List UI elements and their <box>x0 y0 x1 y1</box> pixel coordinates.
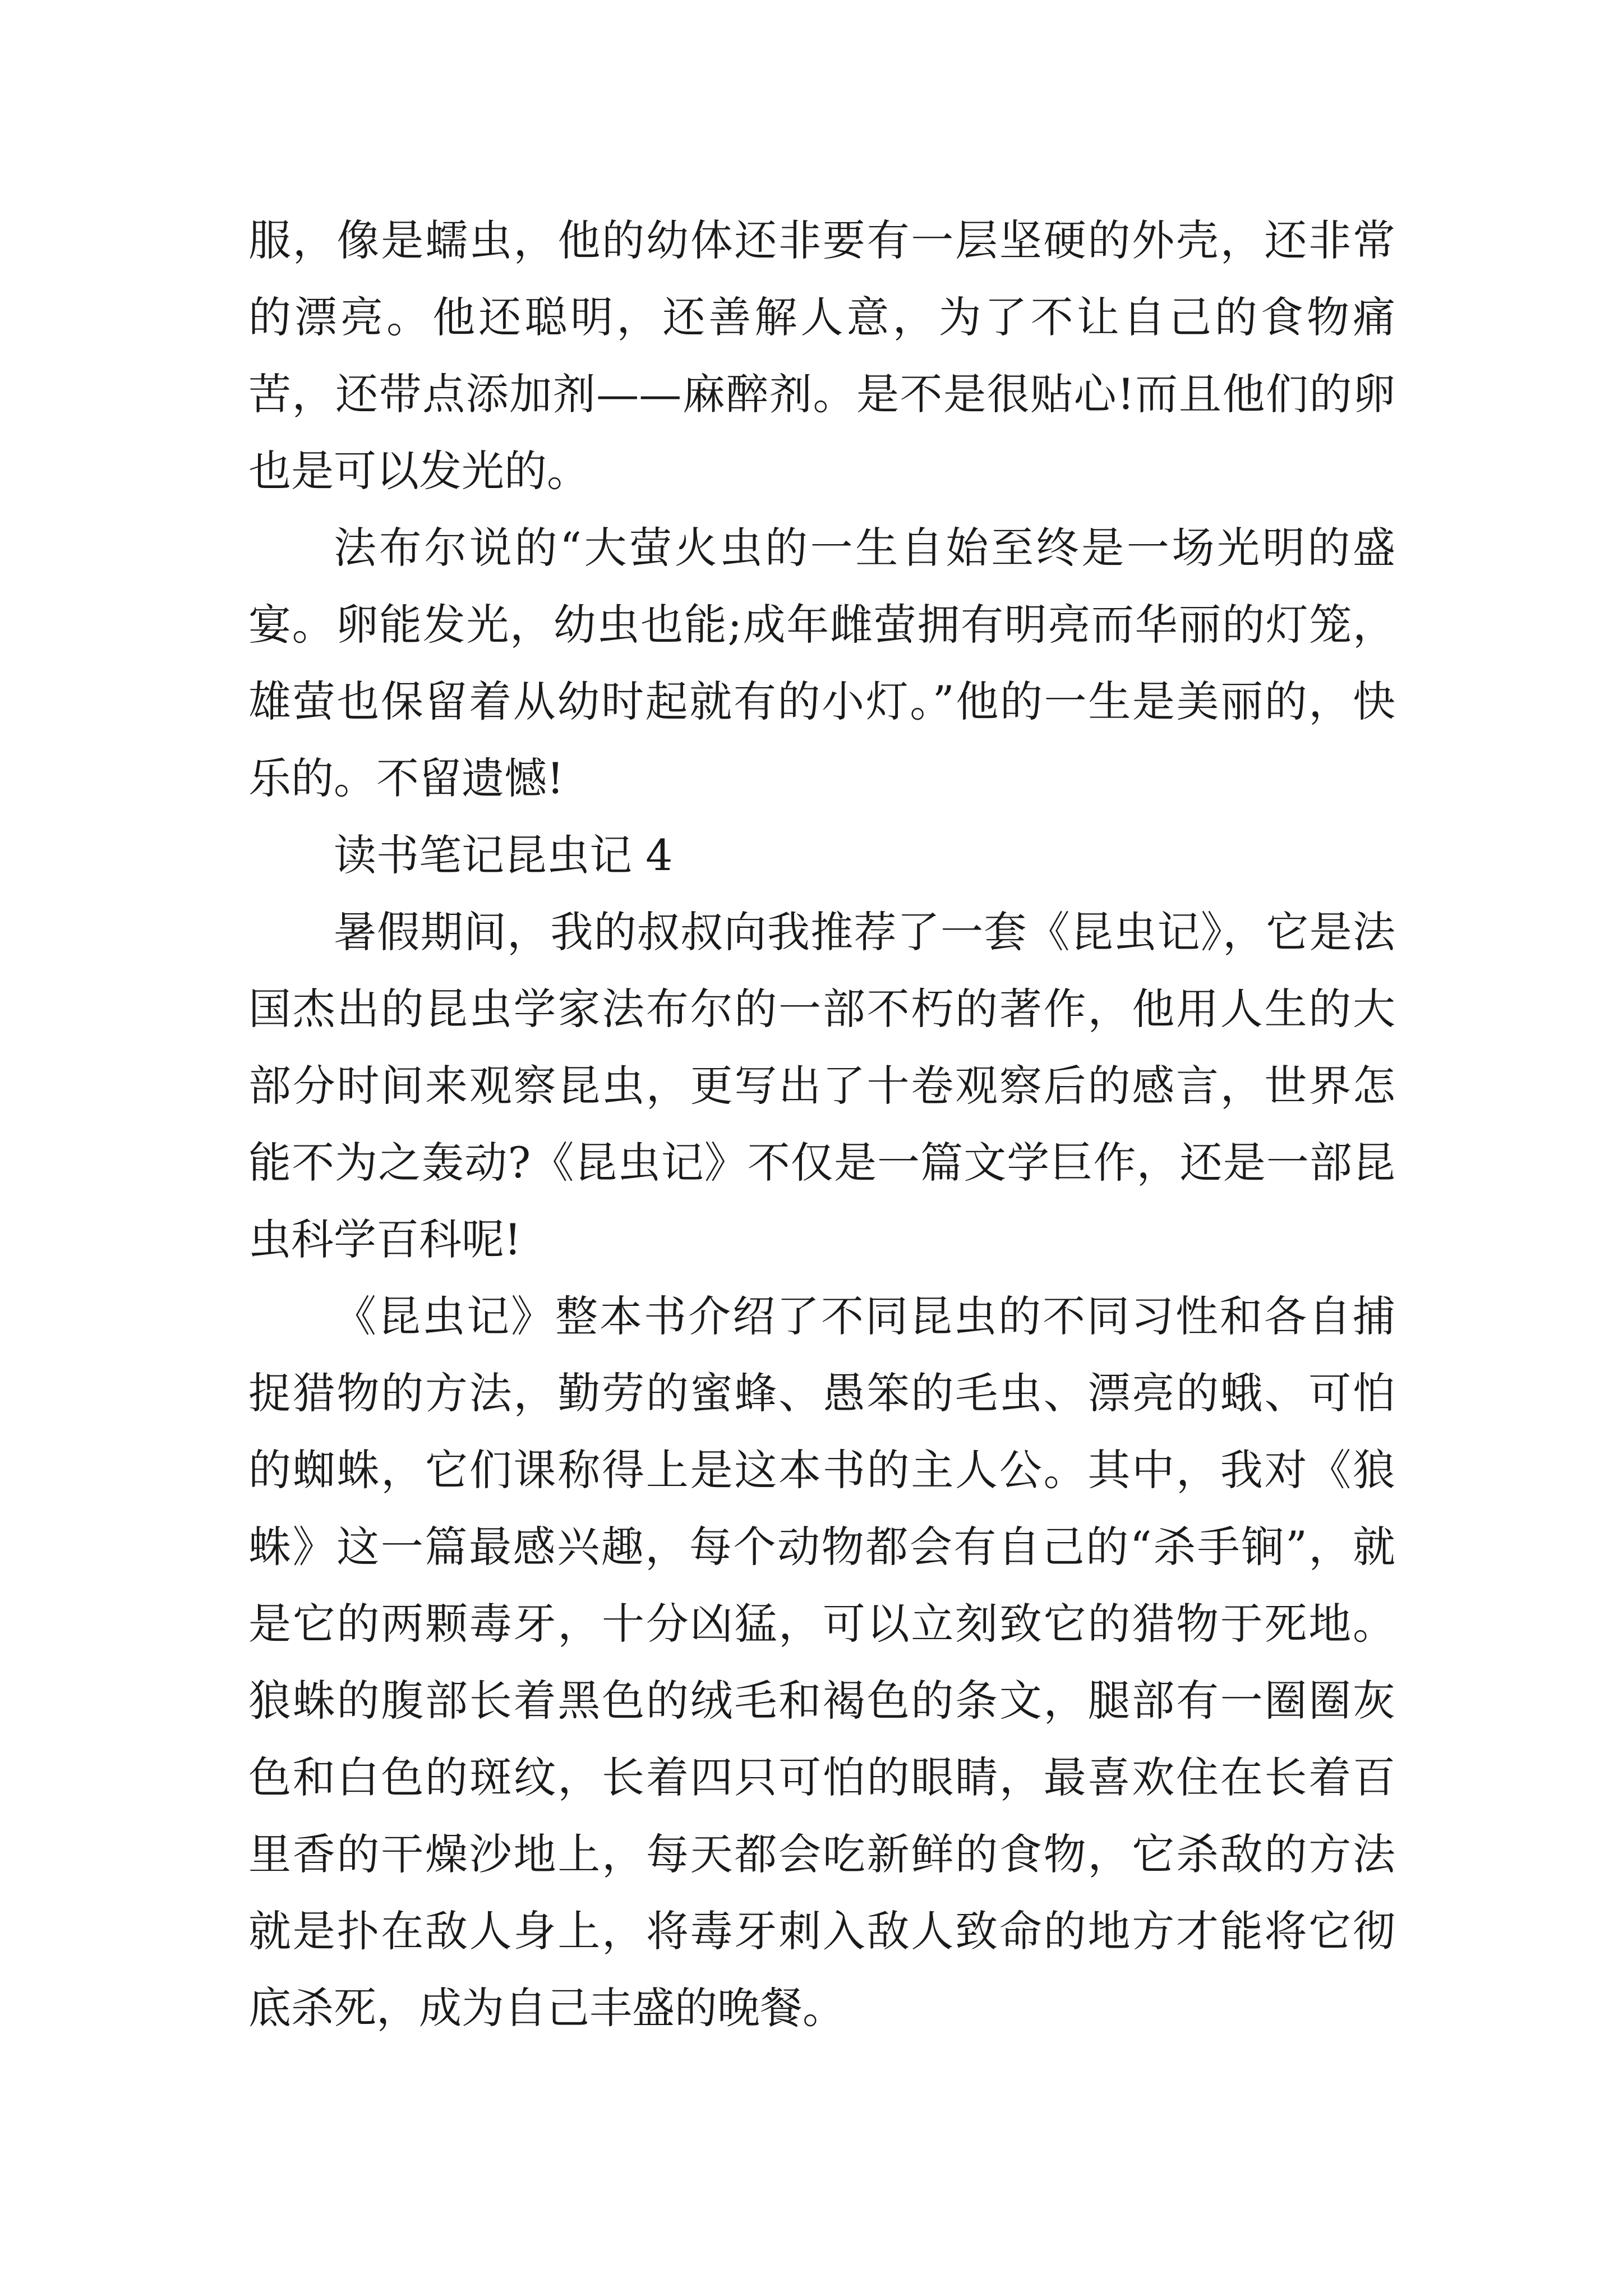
document-body <box>248 202 1395 2046</box>
paragraph-summer-vacation: 暑假期间，我的叔叔向我推荐了一套《昆虫记》，它是法国杰出的昆虫学家法布尔的一部不朽的著作，他用人生的大部分时间来观察昆虫，更写出了十卷观察后的感言，世界怎能不为之轰动?《昆虫记》不仅是一篇文学巨作，还是一部昆虫科学百科呢! <box>248 907 1395 1264</box>
paragraph-continued: 服，像是蠕虫，他的幼体还非要有一层坚硬的外壳，还非常的漂亮。他还聪明，还善解人意，为了不让自己的食物痛苦，还带点添加剂——麻醉剂。是不是很贴心!而且他们的卵也是可以发光的。 <box>248 215 1395 496</box>
paragraph-wolf-spider: 《昆虫记》整本书介绍了不同昆虫的不同习性和各自捕捉猎物的方法，勤劳的蜜蜂、愚笨的毛虫、漂亮的蛾、可怕的蜘蛛，它们课称得上是这本书的主人公。其中，我对《狼蛛》这一篇最感兴趣，每个动物都会有自己的“杀手锏”，就是它的两颗毒牙，十分凶猛，可以立刻致它的猎物于死地。狼蛛的腹部长着黑色的绒毛和褐色的条文，腿部有一圈圈灰色和白色的斑纹，长着四只可怕的眼睛，最喜欢住在长着百里香的干燥沙地上，每天都会吃新鲜的食物，它杀敌的方法就是扑在敌人身上，将毒牙刺入敌人致命的地方才能将它彻底杀死，成为自己丰盛的晚餐。 <box>248 1291 1395 2033</box>
section-heading: 读书笔记昆虫记 4 <box>334 830 673 880</box>
paragraph-fabre-quote: 法布尔说的“大萤火虫的一生自始至终是一场光明的盛宴。卵能发光，幼虫也能;成年雌萤拥有明亮而华丽的灯笼，雄萤也保留着从幼时起就有的小灯。”他的一生是美丽的，快乐的。不留遗憾! <box>248 523 1395 803</box>
